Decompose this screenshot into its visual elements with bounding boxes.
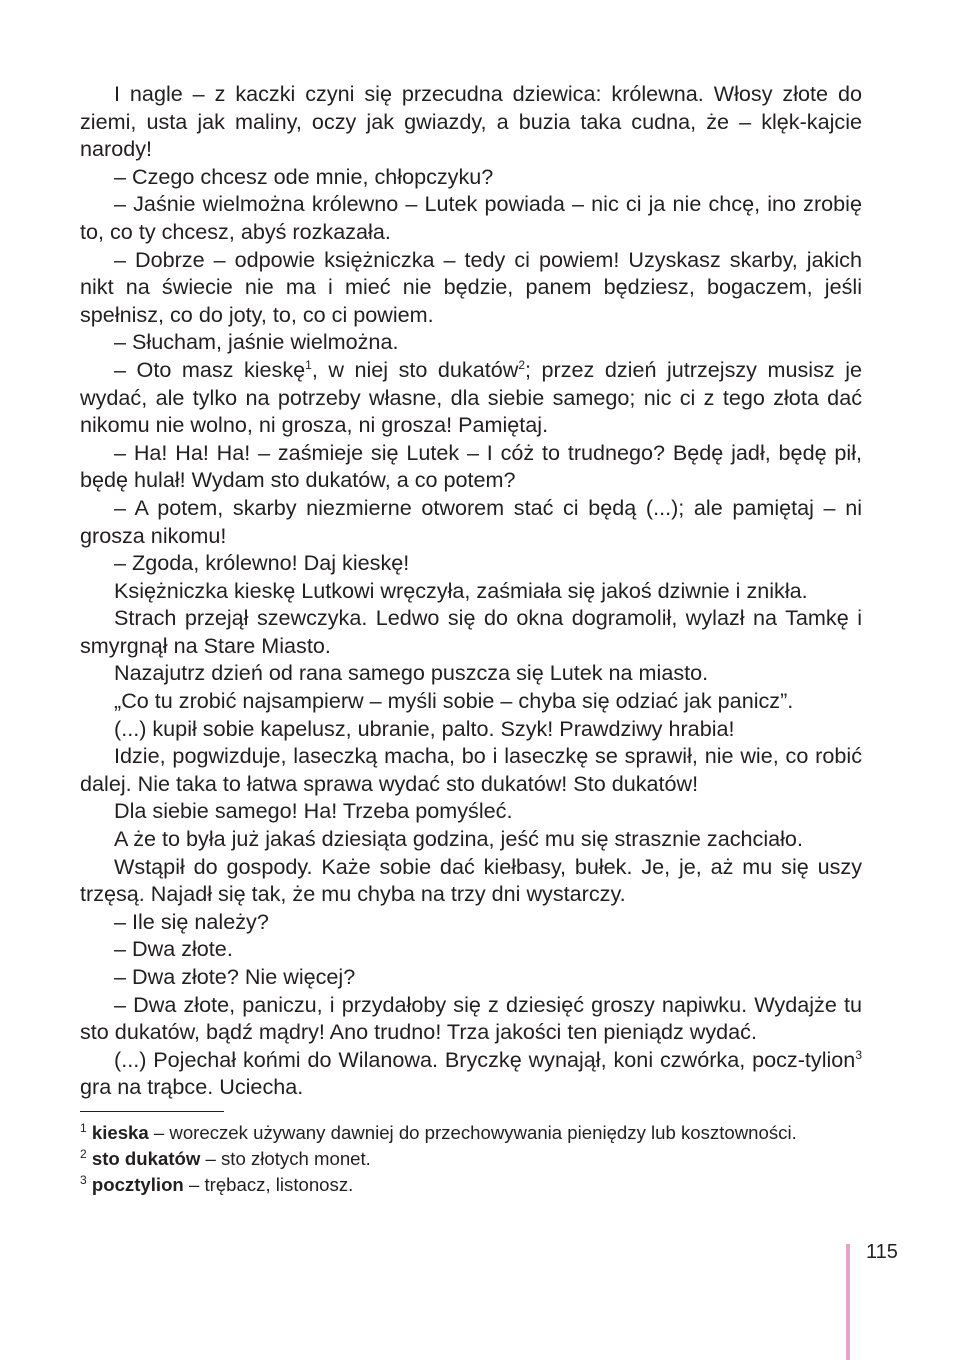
paragraph: Dla siebie samego! Ha! Trzeba pomyśleć.	[114, 798, 513, 824]
footnote-ref: 3	[855, 1047, 862, 1062]
text-run: ; przez dzień jutrzejszy musisz je wydać, ale tylko na potrzeby własne, dla siebie samego; nic ci z tego złota dać nikomu nie wolno, ni grosza, ni grosza! Pamiętaj.	[80, 356, 862, 438]
text-run: (...) Pojechał końmi do Wilanowa. Bryczkę wynajął, koni czwórka, pocz-tylion	[114, 1046, 856, 1072]
paragraph: – Słucham, jaśnie wielmożna.	[114, 329, 399, 355]
footnote-term: kieska	[91, 1121, 149, 1143]
paragraph: – Zgoda, królewno! Daj kieskę!	[114, 550, 410, 576]
footnote-definition: – sto złotych monet.	[200, 1147, 371, 1169]
paragraph: – Czego chcesz ode mnie, chłopczyku?	[114, 163, 494, 189]
paragraph	[80, 356, 862, 439]
page-content	[80, 80, 862, 1198]
footnote-definition: – trębacz, listonosz.	[183, 1173, 354, 1195]
page-number: 115	[866, 1241, 898, 1263]
paragraph: – Ile się należy?	[114, 908, 269, 934]
paragraph: I nagle – z kaczki czyni się przecudna dziewica: królewna. Włosy złote do ziemi, usta jak maliny, oczy jak gwiazdy, a buzia taka cudna, że – klęk-kajcie narody!	[80, 81, 862, 162]
paragraph: – Dobrze – odpowie księżniczka – tedy ci powiem! Uzyskasz skarby, jakich nikt na świecie nie ma i mieć nie będzie, panem będziesz, bogaczem, jeśli spełnisz, co do joty, to, co ci powiem.	[80, 246, 862, 327]
footnote-ref: 2	[518, 357, 526, 372]
footnote-term: pocztylion	[91, 1173, 184, 1195]
paragraph: Wstąpił do gospody. Każe sobie dać kiełbasy, bułek. Je, je, aż mu się uszy trzęsą. Najadł się tak, że mu chyba na trzy dni wystarczy.	[80, 853, 862, 907]
paragraph	[80, 1046, 862, 1101]
text-run: , w niej sto dukatów	[311, 356, 519, 382]
footnotes	[80, 1120, 862, 1198]
text-run: – Oto masz kieskę	[114, 356, 306, 382]
footnote-definition: – woreczek używany dawniej do przechowywania pieniędzy lub kosztowności.	[148, 1121, 797, 1143]
paragraph: – Dwa złote.	[114, 936, 233, 962]
paragraph: A że to była już jakaś dziesiąta godzina, jeść mu się strasznie zachciało.	[114, 826, 803, 852]
footnote	[80, 1120, 862, 1146]
paragraph: – A potem, skarby niezmierne otworem stać ci będą (...); ale pamiętaj – ni grosza nikomu!	[80, 494, 862, 548]
footnote-term: sto dukatów	[91, 1147, 201, 1169]
paragraph: – Ha! Ha! Ha! – zaśmieje się Lutek – I cóż to trudnego? Będę jadł, będę pił, będę hulał! Wydam sto dukatów, a co potem?	[80, 439, 862, 493]
footnote-divider	[80, 1111, 224, 1112]
footnote	[80, 1172, 862, 1198]
paragraph: – Jaśnie wielmożna królewno – Lutek powiada – nic ci ja nie chcę, ino zrobię to, co ty chcesz, abyś rozkazała.	[80, 191, 862, 244]
paragraph: Idzie, pogwizduje, laseczką macha, bo i laseczkę se sprawił, nie wie, co robić dalej. Nie taka to łatwa sprawa wydać sto dukatów! Sto dukatów!	[80, 743, 862, 796]
text-run: gra na trąbce. Uciecha.	[80, 1074, 304, 1100]
paragraph: – Dwa złote? Nie więcej?	[114, 964, 356, 989]
paragraph: – Dwa złote, paniczu, i przydałoby się z dziesięć groszy napiwku. Wydajże tu sto dukatów, bądź mądry! Ano trudno! Trza jakości ten pieniądz wydać.	[80, 991, 862, 1045]
footnote-ref: 1	[305, 357, 312, 372]
paragraph: Nazajutrz dzień od rana samego puszcza się Lutek na miasto.	[114, 660, 709, 686]
footnote	[80, 1146, 862, 1172]
page-accent-bar	[846, 1244, 850, 1360]
footnote-number: 3	[80, 1172, 87, 1187]
paragraph: Strach przejął szewczyka. Ledwo się do okna dogramolił, wylazł na Tamkę i smyrgnął na Stare Miasto.	[80, 605, 862, 658]
paragraph: „Co tu zrobić najsampierw – myśli sobie – chyba się odziać jak panicz”.	[114, 688, 794, 714]
story-text	[80, 80, 862, 1101]
footnote-number: 2	[80, 1146, 87, 1161]
paragraph: (...) kupił sobie kapelusz, ubranie, palto. Szyk! Prawdziwy hrabia!	[114, 715, 735, 741]
footnote-number: 1	[80, 1120, 87, 1135]
paragraph: Księżniczka kieskę Lutkowi wręczyła, zaśmiała się jakoś dziwnie i znikła.	[114, 577, 808, 603]
